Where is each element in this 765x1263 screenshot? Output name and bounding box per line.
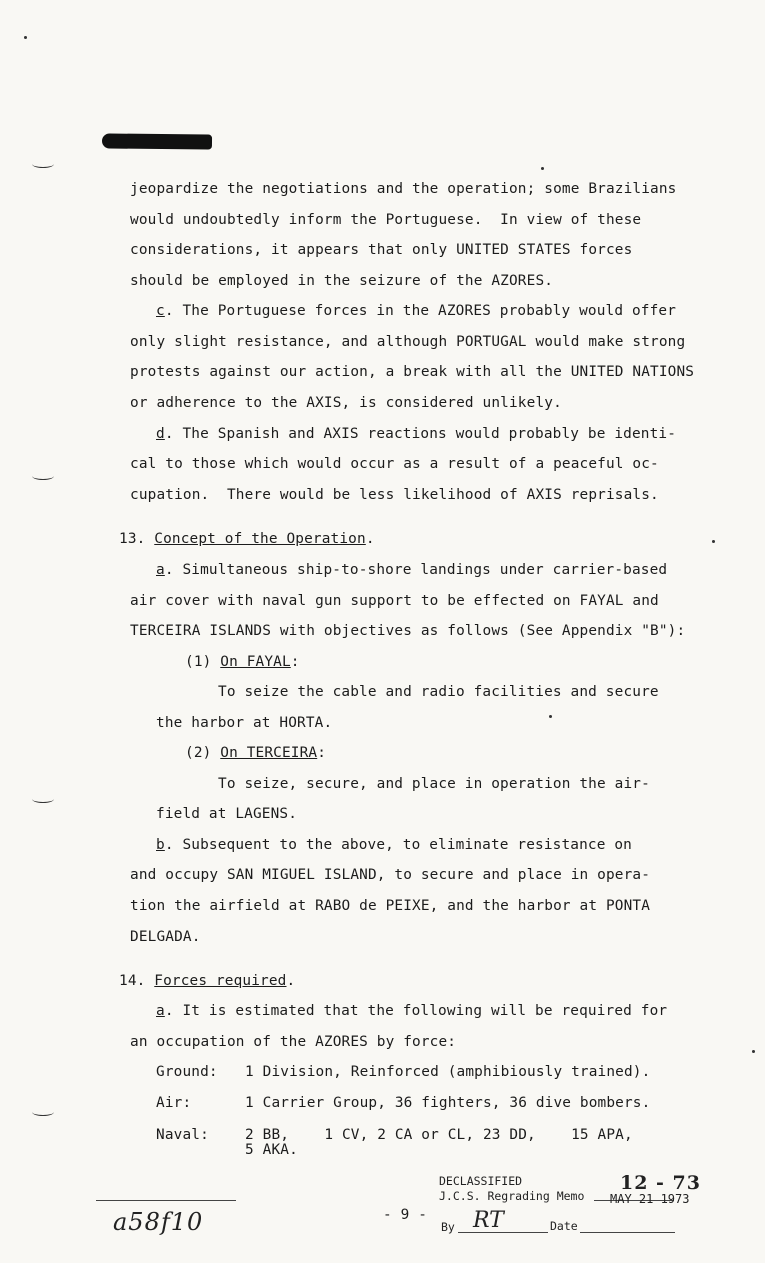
body-text: . The Spanish and AXIS reactions would probably be identi- — [164, 426, 677, 442]
body-line: cal to those which would occur as a result of a peaceful oc- — [130, 456, 659, 472]
by-initials: RT — [473, 1208, 504, 1233]
body-line: To seize the cable and radio facilities and secure — [218, 684, 659, 700]
body-line: only slight resistance, and although PORTUGAL would make strong — [130, 334, 686, 350]
declass-by-label: By — [441, 1220, 455, 1234]
force-detail: 2 BB, 1 CV, 2 CA or CL, 23 DD, 15 APA, — [245, 1127, 633, 1143]
force-category: Ground: — [156, 1064, 218, 1080]
margin-mark — [32, 472, 54, 480]
paragraph-c — [156, 302, 676, 320]
punct: . — [365, 531, 375, 547]
subsection-number: (2) — [185, 745, 221, 761]
memo-number: 12 - 73 — [620, 1172, 701, 1194]
declass-memo: J.C.S. Regrading Memo — [439, 1189, 585, 1203]
paragraph-b — [156, 836, 632, 854]
subsection-terceira — [185, 744, 326, 762]
subsection-title: On FAYAL — [220, 654, 291, 670]
paragraph-label: d — [156, 426, 165, 442]
body-line: or adherence to the AXIS, is considered unlikely. — [130, 395, 562, 411]
body-line: air cover with naval gun support to be effected on FAYAL and — [130, 593, 659, 609]
force-detail-continued: 5 AKA. — [245, 1142, 298, 1158]
subsection-number: (1) — [185, 654, 221, 670]
body-line: TERCEIRA ISLANDS with objectives as follows (See Appendix "B"): — [130, 623, 686, 639]
date-rule — [580, 1232, 675, 1233]
margin-mark — [32, 795, 54, 803]
subsection-title: On TERCEIRA — [220, 745, 318, 761]
body-line: tion the airfield at RABO de PEIXE, and the harbor at PONTA — [130, 898, 651, 914]
scan-speck — [712, 540, 715, 543]
paragraph-d — [156, 425, 676, 443]
section-number: 14. — [119, 973, 155, 989]
body-line: considerations, it appears that only UNITED STATES forces — [130, 242, 633, 258]
margin-mark — [32, 1108, 54, 1116]
force-detail: 1 Carrier Group, 36 fighters, 36 dive bombers. — [245, 1095, 651, 1111]
scan-speck — [549, 715, 552, 718]
body-line: would undoubtedly inform the Portuguese. In view of these — [130, 212, 642, 228]
footer-rule — [96, 1200, 236, 1201]
punct: . — [286, 973, 296, 989]
paragraph-a — [156, 1002, 667, 1020]
section-14-heading — [119, 972, 295, 990]
body-text: . Subsequent to the above, to eliminate resistance on — [164, 837, 632, 853]
paragraph-a — [156, 561, 667, 579]
body-line: an occupation of the AZORES by force: — [130, 1034, 457, 1050]
body-text: . It is estimated that the following will be required for — [164, 1003, 668, 1019]
force-detail: 1 Division, Reinforced (amphibiously trained). — [245, 1064, 651, 1080]
redaction-bar — [102, 133, 212, 149]
body-line: DELGADA. — [130, 929, 201, 945]
section-13-heading — [119, 530, 375, 548]
section-title: Concept of the Operation — [154, 531, 366, 547]
body-line: To seize, secure, and place in operation the air- — [218, 776, 650, 792]
body-line: protests against our action, a break with all the UNITED NATIONS — [130, 364, 695, 380]
paragraph-label: a — [156, 562, 165, 578]
subsection-fayal — [185, 653, 300, 671]
force-category: Air: — [156, 1095, 192, 1111]
paragraph-label: a — [156, 1003, 165, 1019]
declass-date-label: Date — [550, 1219, 578, 1233]
body-text: . The Portuguese forces in the AZORES probably would offer — [164, 303, 677, 319]
body-line: the harbor at HORTA. — [156, 715, 333, 731]
section-title: Forces required — [154, 973, 287, 989]
declass-title: DECLASSIFIED — [439, 1174, 523, 1188]
body-line: should be employed in the seizure of the AZORES. — [130, 273, 554, 289]
paragraph-label: b — [156, 837, 165, 853]
margin-mark — [32, 160, 54, 168]
scan-speck — [24, 36, 27, 39]
body-text: . Simultaneous ship-to-shore landings under carrier-based — [164, 562, 668, 578]
force-category: Naval: — [156, 1127, 209, 1143]
punct: : — [317, 745, 327, 761]
body-line: and occupy SAN MIGUEL ISLAND, to secure and place in opera- — [130, 867, 651, 883]
declass-date-value: MAY 21 1973 — [610, 1192, 690, 1206]
handwritten-id: a58f10 — [113, 1208, 204, 1236]
scan-speck — [752, 1050, 755, 1053]
body-line: field at LAGENS. — [156, 806, 298, 822]
body-line: jeopardize the negotiations and the operation; some Brazilians — [130, 181, 677, 197]
scan-speck — [541, 167, 544, 170]
page-number: - 9 - — [383, 1207, 428, 1223]
paragraph-label: c — [156, 303, 165, 319]
body-line: cupation. There would be less likelihood of AXIS reprisals. — [130, 487, 659, 503]
punct: : — [290, 654, 300, 670]
section-number: 13. — [119, 531, 155, 547]
